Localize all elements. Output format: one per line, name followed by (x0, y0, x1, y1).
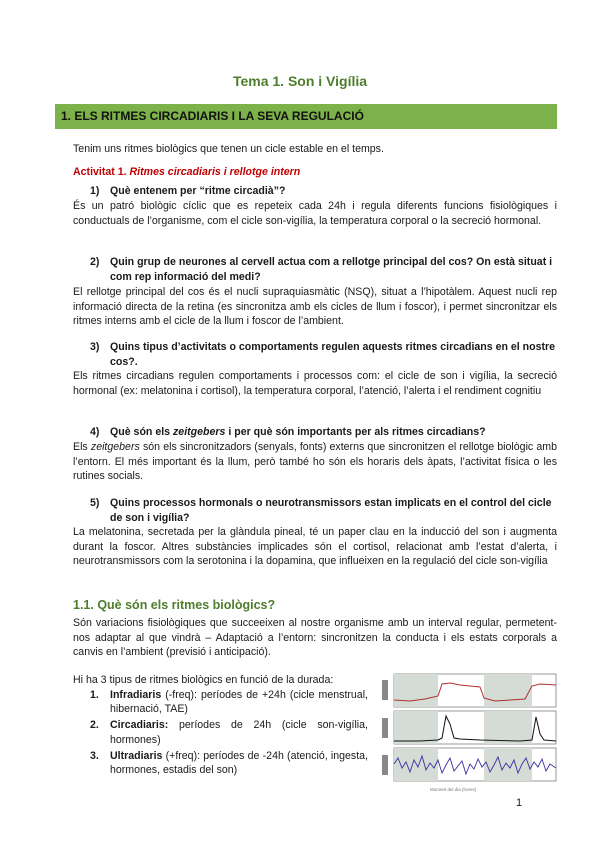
question-2 (90, 255, 557, 284)
section-heading-bar (55, 104, 557, 129)
question-emphasis: zeitgebers (173, 426, 226, 438)
question-5 (90, 496, 557, 525)
answer-text: Els (73, 441, 91, 453)
answer-text: són els sincronitzadors (senyals, fonts) externs que sincronitzen el rellotge biològic amb l’entorn. El més important és la llum, però també ho són els horaris dels àpats, l’activitat física o les rutines socials. (73, 441, 557, 483)
question-text: i per què són importants per als ritmes circadians? (225, 426, 486, 438)
ultradian-plot-panel (394, 748, 556, 781)
answer-5: La melatonina, secretada per la glàndula pineal, té un paper clau en la inducció del son i augmenta durant la foscor. Altres substàncies implicades són el cortisol, relacionat amb l’estat d’alerta, i neurotransmissors com la serotonina i la dopamina, que influeixen en la regulació del cicle son-vigília (73, 526, 557, 568)
question-text: Què entenem per “ritme circadià”? (110, 185, 286, 197)
question-number: 1) (90, 185, 100, 197)
figure-x-axis-label: Moment del dia (hores) (430, 787, 477, 792)
circadian-plot-panel (394, 711, 556, 744)
intro-text: Tenim uns ritmes biològics que tenen un cicle estable en el temps. (73, 143, 384, 155)
question-text: Què són els (110, 426, 173, 438)
answer-emphasis: zeitgebers (90, 441, 140, 453)
question-number: 5) (90, 497, 100, 509)
list-item-desc: períodes de 24h (cicle son-vigília, hormones) (110, 719, 368, 746)
list-item-number: 3. (90, 749, 99, 762)
list-item-name: Circadiaris: (110, 719, 169, 732)
rhythm-type-list (90, 688, 368, 779)
question-text: Quins tipus d’activitats o comportaments regulen aquests ritmes circadians en el nostre cos?. (110, 341, 556, 368)
infradian-plot-panel (394, 674, 556, 707)
list-item-name: Ultradiaris (110, 749, 163, 762)
question-1 (90, 184, 530, 199)
biological-rhythms-figure (380, 672, 560, 794)
question-number: 3) (90, 341, 100, 353)
activity-heading (73, 166, 300, 178)
activity-label: Activitat 1. (73, 166, 127, 178)
question-number: 4) (90, 426, 100, 438)
answer-1: És un patró biològic cíclic que es repeteix cada 24h i regula diferents funcions fisiològiques i conductuals de l’organisme, com el cicle son-vigília, la temperatura corporal o la secreció hormonal. (73, 200, 557, 227)
list-item-number: 2. (90, 719, 99, 732)
list-item-name: Infradiaris (110, 689, 162, 701)
list-intro: Hi ha 3 tipus de ritmes biològics en funció de la durada: (73, 674, 334, 686)
list-item (90, 718, 368, 746)
list-item-desc: (+freq): períodes de -24h (atenció, ingesta, hormones, estadis del son) (110, 749, 368, 777)
page-number: 1 (516, 797, 523, 809)
figure-y-ticks (382, 680, 388, 775)
answer-2: El rellotge principal del cos és el nucli supraquiasmàtic (NSQ), situat a l’hipotàlem. Aquest nucli rep informació directa de la retina (es sincronitza amb els cicles de llum i foscor), i permet sincronitzar els ritmes interns amb el cicle de la llum i foscor de l’ambient. (73, 286, 557, 328)
subsection-text: Són variacions fisiològiques que succeeixen al nostre organisme amb un interval regular, permetent-nos adaptar al que vindrà – Adaptació a l’entorn: sincronitzen la conducta i els estats corporals a canvis en l’ambient (previsió i anticipació). (73, 617, 557, 659)
list-item (90, 749, 368, 777)
activity-title: Ritmes circadiaris i rellotge intern (129, 166, 301, 178)
question-4 (90, 425, 557, 440)
answer-4 (73, 440, 557, 484)
question-text: Quin grup de neurones al cervell actua com a rellotge principal del cos? On està situat i com rep informació del medi? (110, 256, 553, 283)
question-3 (90, 340, 557, 369)
section-heading: 1. ELS RITMES CIRCADIARIS I LA SEVA REGULACIÓ (61, 109, 364, 123)
list-item-number: 1. (90, 689, 99, 701)
question-text: Quins processos hormonals o neurotransmissors estan implicats en el control del cicle de son i vigília? (110, 497, 552, 524)
list-item-desc: (-freq): períodes de +24h (cicle menstrual, hibernació, TAE) (110, 689, 368, 716)
answer-3: Els ritmes circadians regulen comportaments i processos com: el cicle de son i vigília, la secreció hormonal (ex: melatonina i cortisol), la temperatura corporal, l’atenció, l’alerta i el rendiment cognitiu (73, 370, 557, 397)
subsection-heading: 1.1. Què són els ritmes biològics? (73, 598, 276, 612)
document-title: Tema 1. Son i Vigília (232, 73, 368, 89)
question-number: 2) (90, 256, 100, 268)
list-item (90, 688, 368, 716)
